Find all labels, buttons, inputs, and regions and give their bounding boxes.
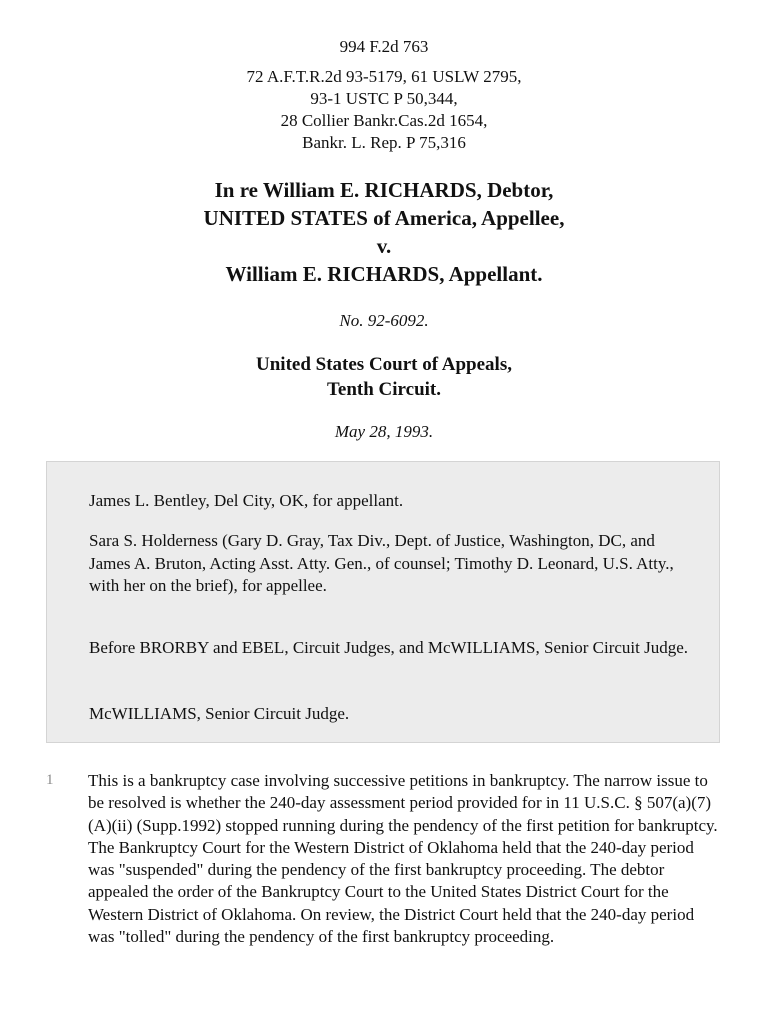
court-name <box>0 352 768 402</box>
caption-line: William E. RICHARDS, Appellant. <box>225 262 543 286</box>
parallel-citation-line: 72 A.F.T.R.2d 93-5179, 61 USLW 2795, <box>246 67 522 86</box>
paragraph-text: This is a bankruptcy case involving successive petitions in bankruptcy. The narrow issue to be resolved is whether the 240-day assessment period provided for in 11 U.S.C. § 507(a)(7)(A)(ii) (Supp.1992) stopped running during the pendency of the first petition for bankruptcy. The Bankruptcy Court for the Western District of Oklahoma held that the 240-day period was "suspended" during the pendency of the first bankruptcy proceeding. The debtor appealed the order of the Bankruptcy Court to the United States District Court for the Western District of Oklahoma. On review, the District Court held that the 240-day period was "tolled" during the pendency of the first bankruptcy proceeding. <box>88 771 718 947</box>
authoring-judge: McWILLIAMS, Senior Circuit Judge. <box>89 704 350 723</box>
parallel-citation-line: 28 Collier Bankr.Cas.2d 1654, <box>280 111 488 130</box>
reporter-citation: 994 F.2d 763 <box>339 37 429 56</box>
court-line: United States Court of Appeals, <box>256 354 512 375</box>
case-caption <box>0 176 768 288</box>
parallel-citations <box>0 66 768 154</box>
counsel-panel <box>46 461 720 743</box>
parallel-citation-line: 93-1 USTC P 50,344, <box>310 89 458 108</box>
caption-line: UNITED STATES of America, Appellee, <box>203 206 565 230</box>
paragraph-number: 1 <box>46 772 54 788</box>
decision-date: May 28, 1993. <box>334 422 434 441</box>
parallel-citation-line: Bankr. L. Rep. P 75,316 <box>302 133 466 152</box>
court-line: Tenth Circuit. <box>326 379 442 400</box>
counsel-appellee: Sara S. Holderness (Gary D. Gray, Tax Div., Dept. of Justice, Washington, DC, and James A. Bruton, Acting Asst. Atty. Gen., of counsel; Timothy D. Leonard, U.S. Atty., with her on the brief), for appellee. <box>89 531 674 595</box>
caption-line: v. <box>376 234 392 258</box>
panel-judges: Before BRORBY and EBEL, Circuit Judges, and McWILLIAMS, Senior Circuit Judge. <box>89 638 689 657</box>
caption-line: In re William E. RICHARDS, Debtor, <box>214 178 554 202</box>
counsel-appellant: James L. Bentley, Del City, OK, for appellant. <box>89 491 404 510</box>
docket-number: No. 92-6092. <box>339 311 429 330</box>
